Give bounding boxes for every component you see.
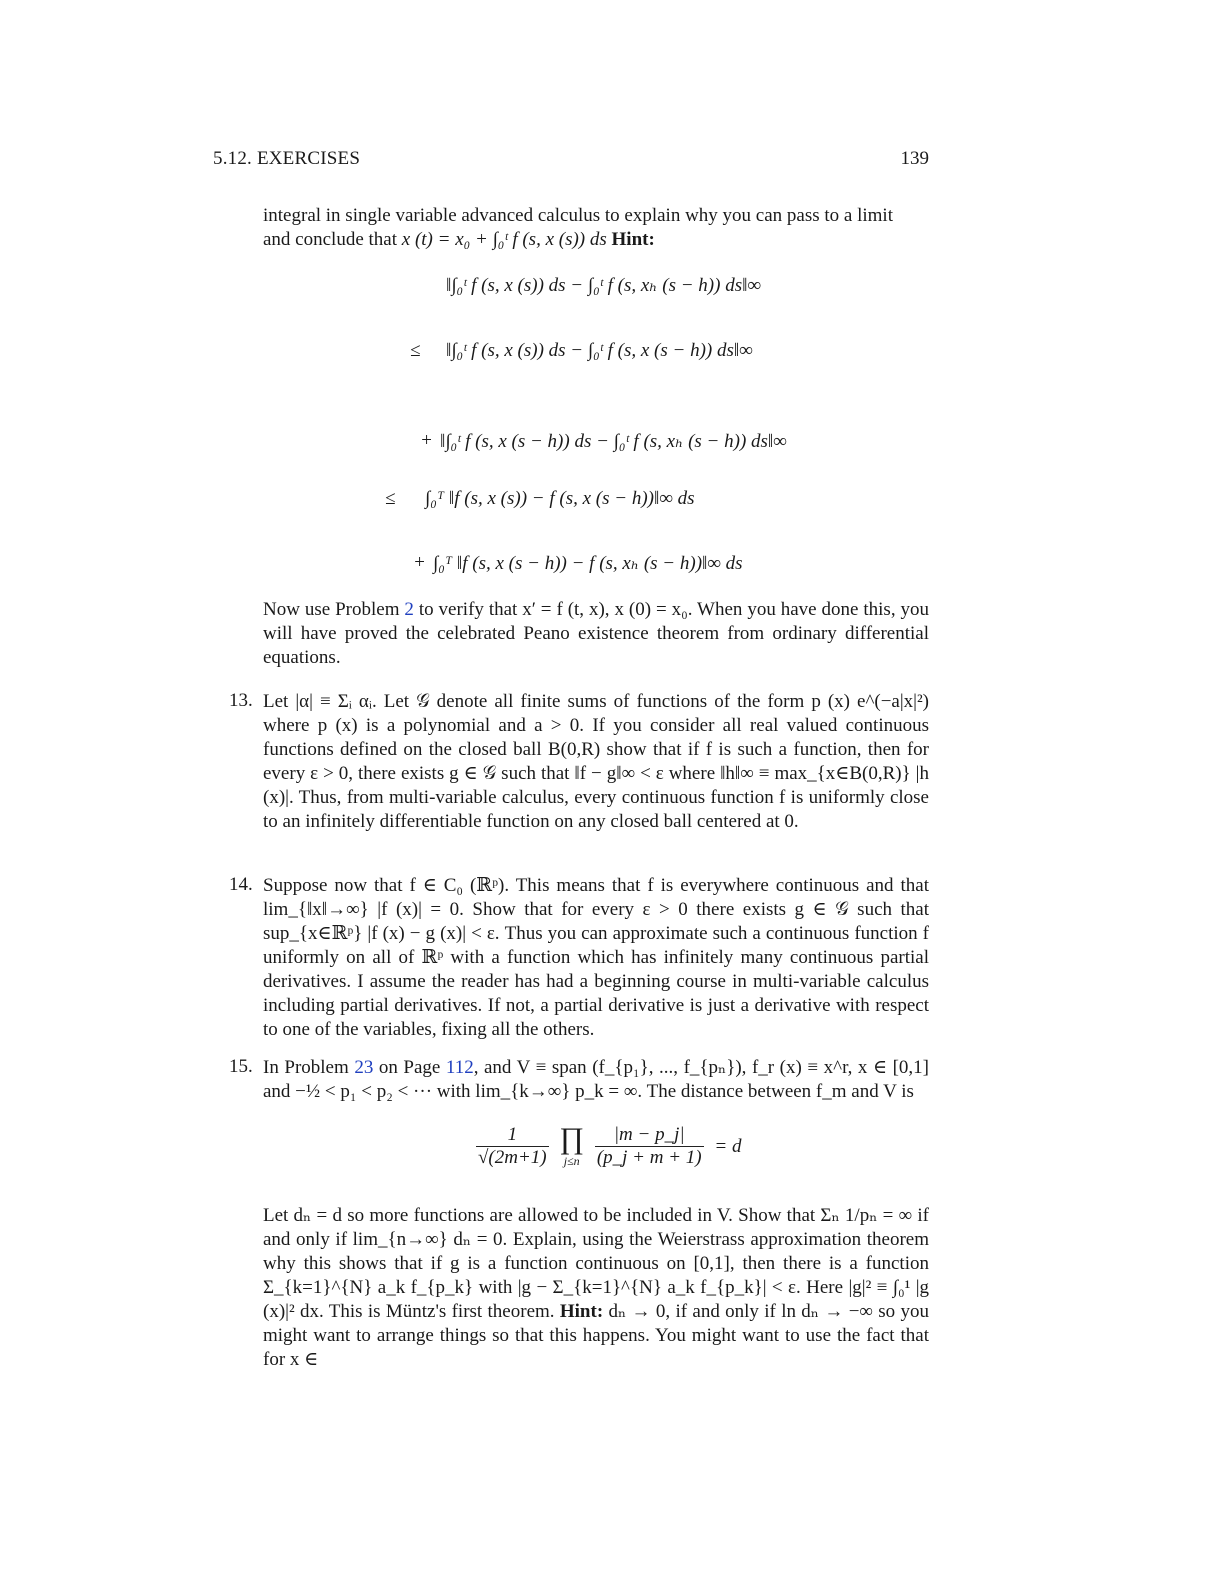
- problem-13-body: Let |α| ≡ Σᵢ αᵢ. Let 𝒢 denote all finite sums of functions of the form p (x) e^(−a|x|²) where p (x) is a polynomial and a > 0. If you consider all real valued continuous functions defined on the closed ball B(0,R) show that if f is such a function, then for every ε > 0, there exists g ∈ 𝒢 such that ‖f − g‖∞ < ε where ‖h‖∞ ≡ max_{x∈B(0,R)} |h (x)|. Thus, from multi-variable calculus, every continuous function f is uniformly close to an infinitely differentiable function on any closed ball centered at 0.: [263, 691, 929, 832]
- problem-15-text: [263, 1056, 929, 1104]
- display-row-4: ∫₀ᵀ ‖f (s, x (s)) − f (s, x (s − h))‖∞ ds: [425, 488, 695, 509]
- display-row-5-rel: +: [413, 552, 426, 573]
- section-title: 5.12. EXERCISES: [213, 148, 361, 169]
- problem-14-text: [263, 874, 929, 1042]
- intro-formula: x (t) = x₀ + ∫₀ᵗ f (s, x (s)) ds: [401, 229, 607, 250]
- display-row-2: ‖∫₀ᵗ f (s, x (s)) ds − ∫₀ᵗ f (s, x (s − h)) ds‖∞: [446, 340, 753, 361]
- p15-text-3: , and V ≡ span (f_{p₁}, ..., f_{pₙ}), f_r (x) ≡ x^r, x ∈ [0,1] and −½ < p₁ < p₂ < ··· with lim_{k→∞} p_k = ∞. The distance between f_m and V is: [263, 1057, 929, 1102]
- intro-line-2: [263, 228, 929, 252]
- formula-den-right: (p_j + m + 1): [596, 1147, 702, 1168]
- page-link-112[interactable]: 112: [445, 1057, 474, 1078]
- after-paragraph: [263, 598, 929, 670]
- display-row-1: ‖∫₀ᵗ f (s, x (s)) ds − ∫₀ᵗ f (s, xₕ (s − h)) ds‖∞: [446, 275, 761, 296]
- problem-14-body: Suppose now that f ∈ C₀ (ℝᵖ). This means that f is everywhere continuous and that lim_{‖x‖→∞} |f (x)| = 0. Show that for every ε > 0 there exists g ∈ 𝒢 such that sup_{x∈ℝᵖ} |f (x) − g (x)| < ε. Thus you can approximate such a continuous function f uniformly on all of ℝᵖ with a function which has infinitely many continuous partial derivatives. I assume the reader has had a beginning course in multi-variable calculus including partial derivatives. If not, a partial derivative is just a derivative with respect to one of the variables, fixing all the others.: [263, 875, 929, 1040]
- after-text-1: Now use Problem: [263, 599, 405, 620]
- problem-14-number: 14.: [229, 874, 253, 895]
- p15-hint-text: dₙ → 0, if and only if ln dₙ → −∞ so you might want to arrange things so that this happens. You might want to use the fact that for x ∈: [263, 1301, 930, 1370]
- formula-product: [559, 1124, 584, 1169]
- formula-den-left: √(2m+1): [478, 1147, 547, 1168]
- display-row-2-rel: ≤: [410, 340, 421, 361]
- formula-num-right: |m − p_j|: [595, 1124, 704, 1147]
- formula-rhs: = d: [714, 1135, 742, 1157]
- display-row-3-rel: +: [420, 430, 433, 451]
- p15-text-1: In Problem: [263, 1057, 355, 1078]
- distance-formula: [476, 1124, 741, 1169]
- hint-label: Hint:: [611, 229, 655, 250]
- problem-link-2[interactable]: 2: [404, 599, 414, 620]
- p15-text-4: Let dₙ = d so more functions are allowed to be included in V. Show that Σₙ 1/pₙ = ∞ if and only if lim_{n→∞} dₙ = 0. Explain, using the Weierstrass approximation theorem why this shows that if g is a function continuous on [0,1], then there is a function Σ_{k=1}^{N} a_k f_{p_k} with |g − Σ_{k=1}^{N} a_k f_{p_k}| < ε. Here |g|² ≡ ∫₀¹ |g (x)|² dx. This is Müntz's first theorem.: [263, 1205, 929, 1322]
- display-row-3: ‖∫₀ᵗ f (s, x (s − h)) ds − ∫₀ᵗ f (s, xₕ (s − h)) ds‖∞: [440, 431, 787, 452]
- intro-line-1: integral in single variable advanced calculus to explain why you can pass to a limit: [263, 205, 893, 226]
- product-symbol: ∏: [559, 1122, 585, 1155]
- formula-fraction-right: [595, 1124, 704, 1169]
- formula-fraction-left: [476, 1124, 549, 1169]
- p15-hint-label: Hint:: [559, 1301, 604, 1322]
- problem-link-23[interactable]: 23: [354, 1057, 374, 1078]
- page-number: 139: [900, 148, 929, 169]
- display-row-4-rel: ≤: [385, 488, 396, 509]
- intro-prefix: and conclude that: [263, 229, 402, 250]
- formula-num-left: 1: [476, 1124, 549, 1147]
- after-text-2: to verify that x′ = f (t, x), x (0) = x₀. When you have done this, you will have proved the celebrated Peano existence theorem from ordinary differential equations.: [263, 599, 929, 668]
- p15-text-2: on Page: [373, 1057, 446, 1078]
- problem-13-number: 13.: [229, 690, 253, 711]
- problem-15-number: 15.: [229, 1056, 253, 1077]
- problem-15-continuation: [263, 1204, 929, 1372]
- product-subscript: j≤n: [563, 1154, 580, 1168]
- intro-paragraph: [263, 204, 929, 252]
- problem-13-text: [263, 690, 929, 834]
- display-row-5: ∫₀ᵀ ‖f (s, x (s − h)) − f (s, xₕ (s − h))‖∞ ds: [433, 553, 743, 574]
